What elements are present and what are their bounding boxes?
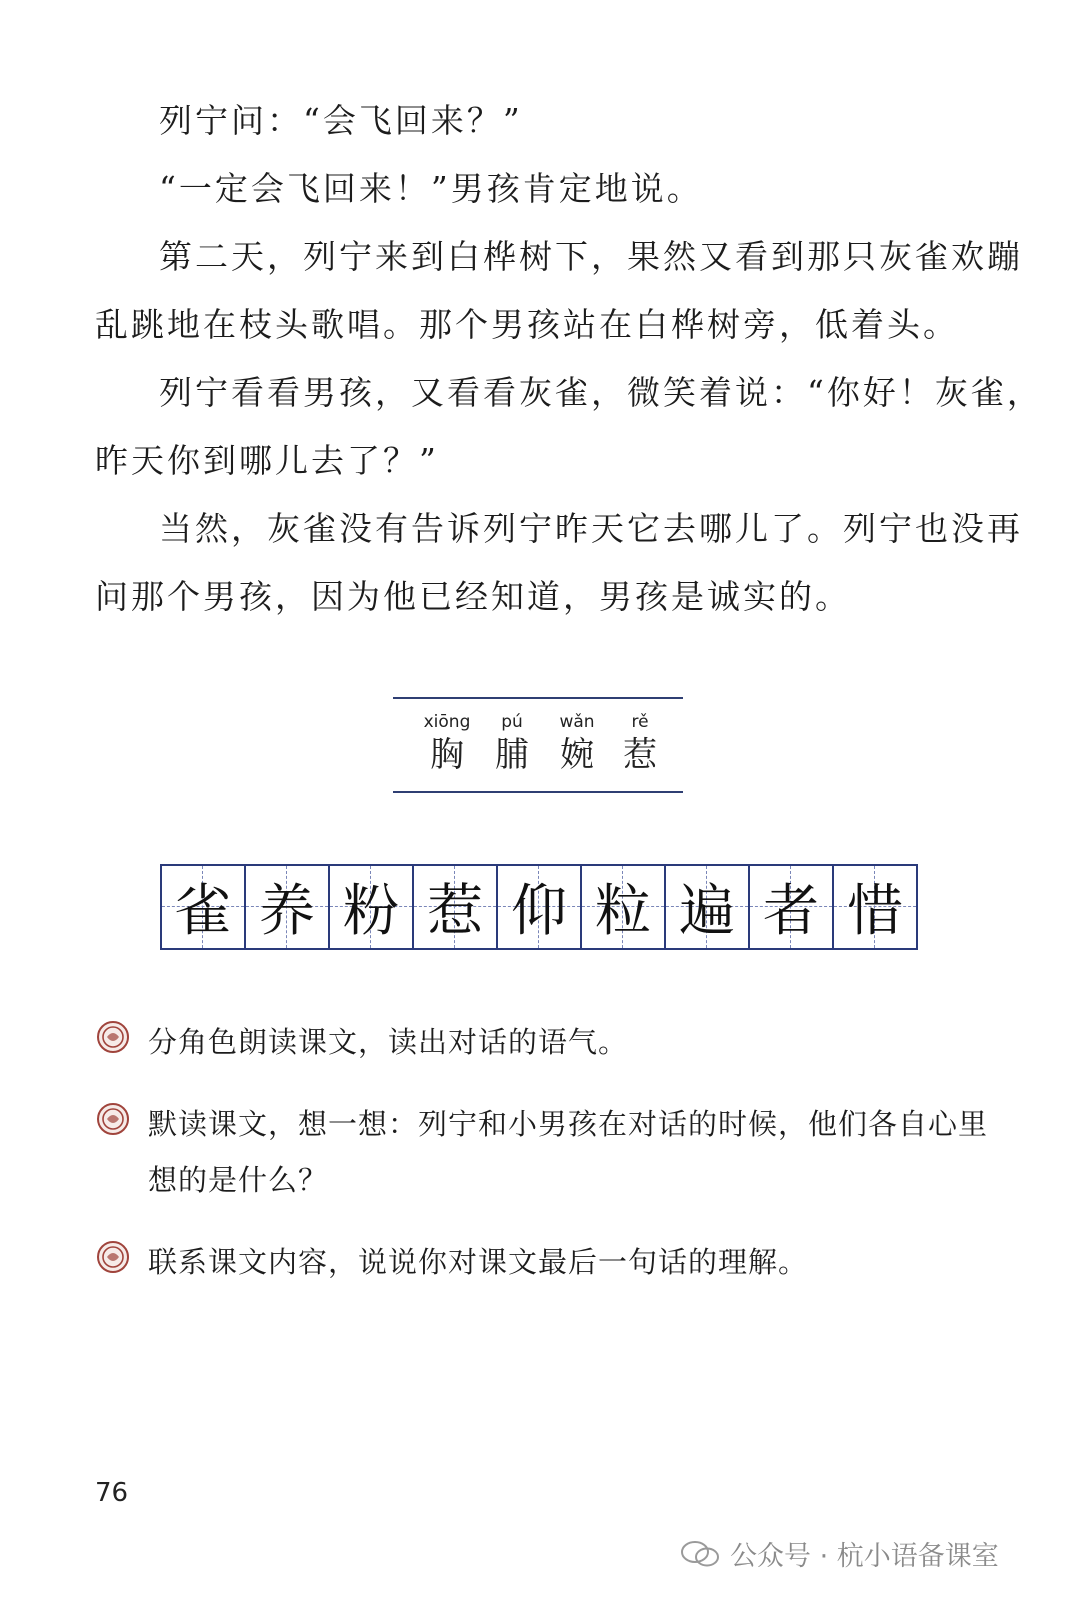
story-line: 乱跳地在枝头歌唱。那个男孩站在白桦树旁，低着头。 bbox=[95, 305, 959, 344]
vocab-hanzi: 惹 bbox=[623, 735, 657, 775]
writing-cell bbox=[498, 866, 582, 948]
task-text: 联系课文内容，说说你对课文最后一句话的理解。 bbox=[148, 1245, 809, 1279]
vocab-bottom-rule bbox=[393, 791, 683, 793]
vocab-pinyin: rě bbox=[631, 712, 649, 732]
writing-cell bbox=[666, 866, 750, 948]
task-text: 分角色朗读课文，读出对话的语气。 bbox=[148, 1025, 629, 1059]
vocab-word bbox=[477, 711, 547, 777]
story-line: “一定会飞回来！”男孩肯定地说。 bbox=[159, 169, 703, 208]
writing-char: 雀 bbox=[175, 879, 231, 944]
writing-char: 惜 bbox=[847, 879, 903, 944]
seal-bullet-icon bbox=[96, 1020, 130, 1054]
watermark bbox=[680, 1534, 999, 1573]
story-line: 列宁看看男孩，又看看灰雀，微笑着说：“你好！灰雀， bbox=[159, 373, 1043, 412]
writing-grid bbox=[160, 864, 918, 950]
writing-char: 仰 bbox=[511, 879, 567, 944]
vocab-hanzi: 婉 bbox=[560, 735, 594, 775]
watermark-text: 公众号 · 杭小语备课室 bbox=[730, 1541, 999, 1572]
vocab-hanzi: 脯 bbox=[495, 735, 529, 775]
task-text: 想的是什么？ bbox=[148, 1163, 329, 1197]
vocab-word bbox=[412, 711, 482, 777]
task-text: 默读课文，想一想：列宁和小男孩在对话的时候，他们各自心里 bbox=[148, 1107, 989, 1141]
vocab-pinyin: xiōng bbox=[423, 712, 471, 732]
writing-char: 养 bbox=[259, 879, 315, 944]
writing-char: 粉 bbox=[343, 879, 399, 944]
writing-cell bbox=[750, 866, 834, 948]
story-line: 昨天你到哪儿去了？” bbox=[95, 441, 439, 480]
writing-cell bbox=[246, 866, 330, 948]
vocab-pinyin: wǎn bbox=[559, 712, 595, 732]
writing-cell bbox=[414, 866, 498, 948]
writing-char: 粒 bbox=[595, 879, 651, 944]
story-line: 第二天，列宁来到白桦树下，果然又看到那只灰雀欢蹦 bbox=[159, 237, 1023, 276]
writing-cell bbox=[162, 866, 246, 948]
writing-cell bbox=[582, 866, 666, 948]
writing-char: 者 bbox=[763, 879, 819, 944]
story-line: 列宁问：“会飞回来？” bbox=[159, 101, 523, 140]
vocab-word bbox=[542, 711, 612, 777]
writing-cell bbox=[330, 866, 414, 948]
story-line: 当然，灰雀没有告诉列宁昨天它去哪儿了。列宁也没再 bbox=[159, 509, 1023, 548]
vocab-box bbox=[393, 697, 683, 793]
vocab-word bbox=[605, 711, 675, 777]
seal-bullet-icon bbox=[96, 1102, 130, 1136]
writing-char: 遍 bbox=[679, 879, 735, 944]
page-number: 76 bbox=[95, 1478, 129, 1508]
vocab-pinyin: pú bbox=[501, 712, 523, 732]
seal-bullet-icon bbox=[96, 1240, 130, 1274]
wechat-icon bbox=[680, 1540, 720, 1568]
writing-char: 惹 bbox=[427, 879, 483, 944]
writing-cell bbox=[834, 866, 916, 948]
story-line: 问那个男孩，因为他已经知道，男孩是诚实的。 bbox=[95, 577, 851, 616]
vocab-top-rule bbox=[393, 697, 683, 699]
vocab-hanzi: 胸 bbox=[430, 735, 464, 775]
